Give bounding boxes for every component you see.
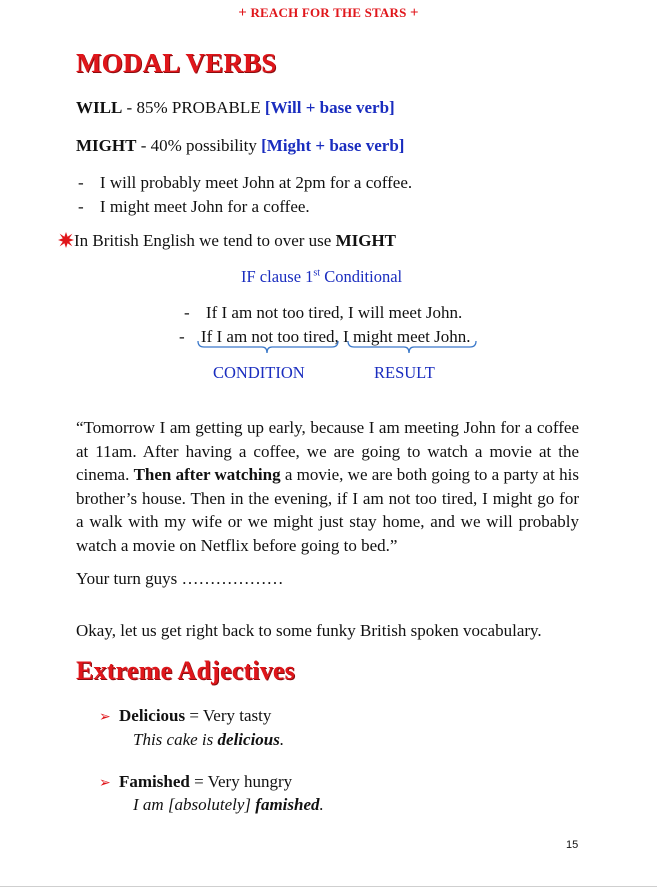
- page-bottom-divider: [0, 886, 657, 887]
- arrow-icon: ➢: [99, 776, 111, 791]
- modal-verbs-title: MODAL VERBS: [76, 48, 277, 78]
- example-item: [78, 197, 310, 217]
- story-bold: Then after watching: [133, 465, 281, 484]
- example-pre: I am [absolutely]: [133, 795, 256, 814]
- will-word: WILL: [76, 98, 123, 117]
- story-part1: “Tomorrow I am getting up early, because I am meeting John for a coffee at 11am. After having a coffee, we are going to watch a movie at the cinema.: [76, 418, 579, 484]
- will-desc: - 85% PROBABLE: [122, 98, 265, 117]
- adjective-example: [133, 795, 324, 815]
- sentence-end: .: [466, 327, 471, 346]
- page-number: 15: [566, 839, 579, 851]
- example-text: I will probably meet John at 2pm for a coffee.: [99, 173, 413, 192]
- example-item: [78, 173, 412, 193]
- conditional-title: [241, 267, 402, 287]
- running-header: [0, 5, 657, 22]
- condition-clause: If I am not too tired,: [200, 327, 339, 346]
- condition-label: CONDITION: [213, 363, 305, 382]
- arrow-icon: ➢: [99, 710, 111, 725]
- adjective-word: Famished: [119, 772, 190, 791]
- starburst-icon: [58, 232, 74, 248]
- dash: -: [78, 197, 84, 216]
- conditional-sentence: If I am not too tired, I will meet John.: [205, 303, 463, 322]
- example-post: .: [319, 795, 324, 814]
- okay-line: Okay, let us get right back to some funky British spoken vocabulary.: [76, 621, 542, 640]
- adjective-meaning: = Very hungry: [189, 772, 293, 791]
- might-formula: [Might + base verb]: [261, 136, 405, 155]
- result-label: RESULT: [374, 363, 435, 382]
- example-text: I might meet John for a coffee.: [99, 197, 310, 216]
- story-part2: a movie, we are both going to a party at his brother’s house. Then in the evening, if I am not too tired, I might go for a walk with my wife or we might just stay home, and we will probably watch a movie on Netflix before going to bed.”: [76, 465, 580, 555]
- example-bold: famished: [255, 795, 320, 814]
- note-bold: MIGHT: [335, 231, 397, 250]
- conditional-example-1: [184, 303, 462, 323]
- your-turn: Your turn guys ………………: [76, 569, 284, 588]
- might-desc: - 40% possibility: [136, 136, 262, 155]
- might-line: [76, 136, 404, 156]
- dash: -: [179, 327, 185, 346]
- adjective-item: [99, 772, 292, 792]
- brackets: [190, 340, 490, 360]
- example-pre: This cake is: [133, 730, 218, 749]
- dash: -: [78, 173, 84, 192]
- result-brace: [348, 341, 476, 353]
- result-clause: I might meet John: [343, 327, 467, 346]
- will-formula: [Will + base verb]: [264, 98, 395, 117]
- adjective-meaning: = Very tasty: [185, 706, 272, 725]
- plus-icon: +: [238, 5, 247, 21]
- conditional-title-sup: st: [313, 267, 321, 279]
- will-line: [76, 98, 395, 118]
- condition-brace: [198, 341, 338, 353]
- story-paragraph: [76, 416, 579, 557]
- dash: -: [184, 303, 190, 322]
- adjective-word: Delicious: [119, 706, 186, 725]
- example-post: .: [279, 730, 285, 749]
- example-bold: delicious: [217, 730, 280, 749]
- might-word: MIGHT: [76, 136, 137, 155]
- note-line: [58, 231, 396, 251]
- adjective-item: [99, 706, 271, 726]
- note-text: In British English we tend to over use: [74, 231, 336, 250]
- conditional-title-post: Conditional: [320, 267, 403, 286]
- plus-icon: +: [410, 5, 419, 21]
- header-title: REACH FOR THE STARS: [250, 5, 407, 20]
- adjective-example: [133, 730, 284, 750]
- conditional-title-pre: IF clause 1: [241, 267, 314, 286]
- extreme-adjectives-title: Extreme Adjectives: [76, 656, 295, 685]
